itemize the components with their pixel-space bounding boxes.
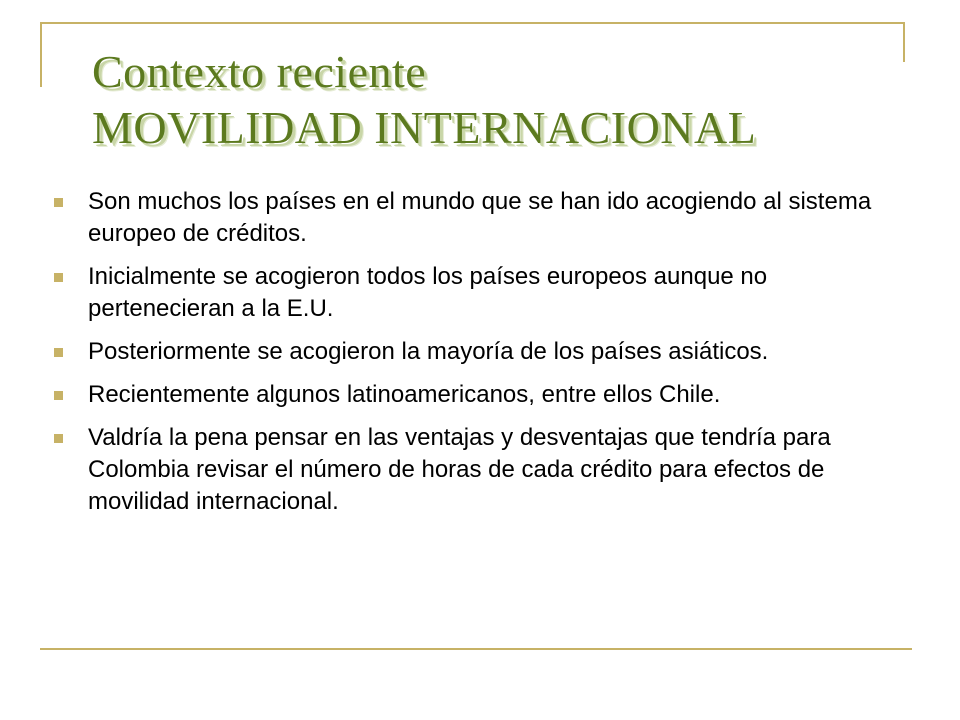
slide-title-line-1: Contexto reciente <box>92 46 427 97</box>
bullet-item <box>52 186 914 250</box>
bullet-item <box>52 261 914 325</box>
frame-bottom-line <box>40 648 912 650</box>
slide-title <box>92 44 756 156</box>
square-bullet-icon <box>54 391 63 400</box>
slide-title-line-2: MOVILIDAD INTERNACIONAL <box>92 102 757 153</box>
bullet-text: Inicialmente se acogieron todos los países europeos aunque no pertenecieran a la E.U. <box>88 263 768 322</box>
frame-top-line <box>40 22 905 24</box>
bullet-text: Recientemente algunos latinoamericanos, entre ellos Chile. <box>88 381 721 408</box>
frame-left-line <box>40 22 42 87</box>
bullet-text: Posteriormente se acogieron la mayoría de los países asiáticos. <box>88 338 769 365</box>
square-bullet-icon <box>54 348 63 357</box>
frame-right-line <box>903 22 905 62</box>
bullet-item <box>52 422 914 518</box>
bullet-text: Valdría la pena pensar en las ventajas y desventajas que tendría para Colombia revisar el número de horas de cada crédito para efectos de movilidad internacional. <box>88 424 831 515</box>
bullet-text: Son muchos los países en el mundo que se han ido acogiendo al sistema europeo de créditos. <box>88 188 872 247</box>
bullet-list <box>52 186 914 529</box>
square-bullet-icon <box>54 198 63 207</box>
bullet-item <box>52 336 914 368</box>
square-bullet-icon <box>54 273 63 282</box>
square-bullet-icon <box>54 434 63 443</box>
bullet-item <box>52 379 914 411</box>
